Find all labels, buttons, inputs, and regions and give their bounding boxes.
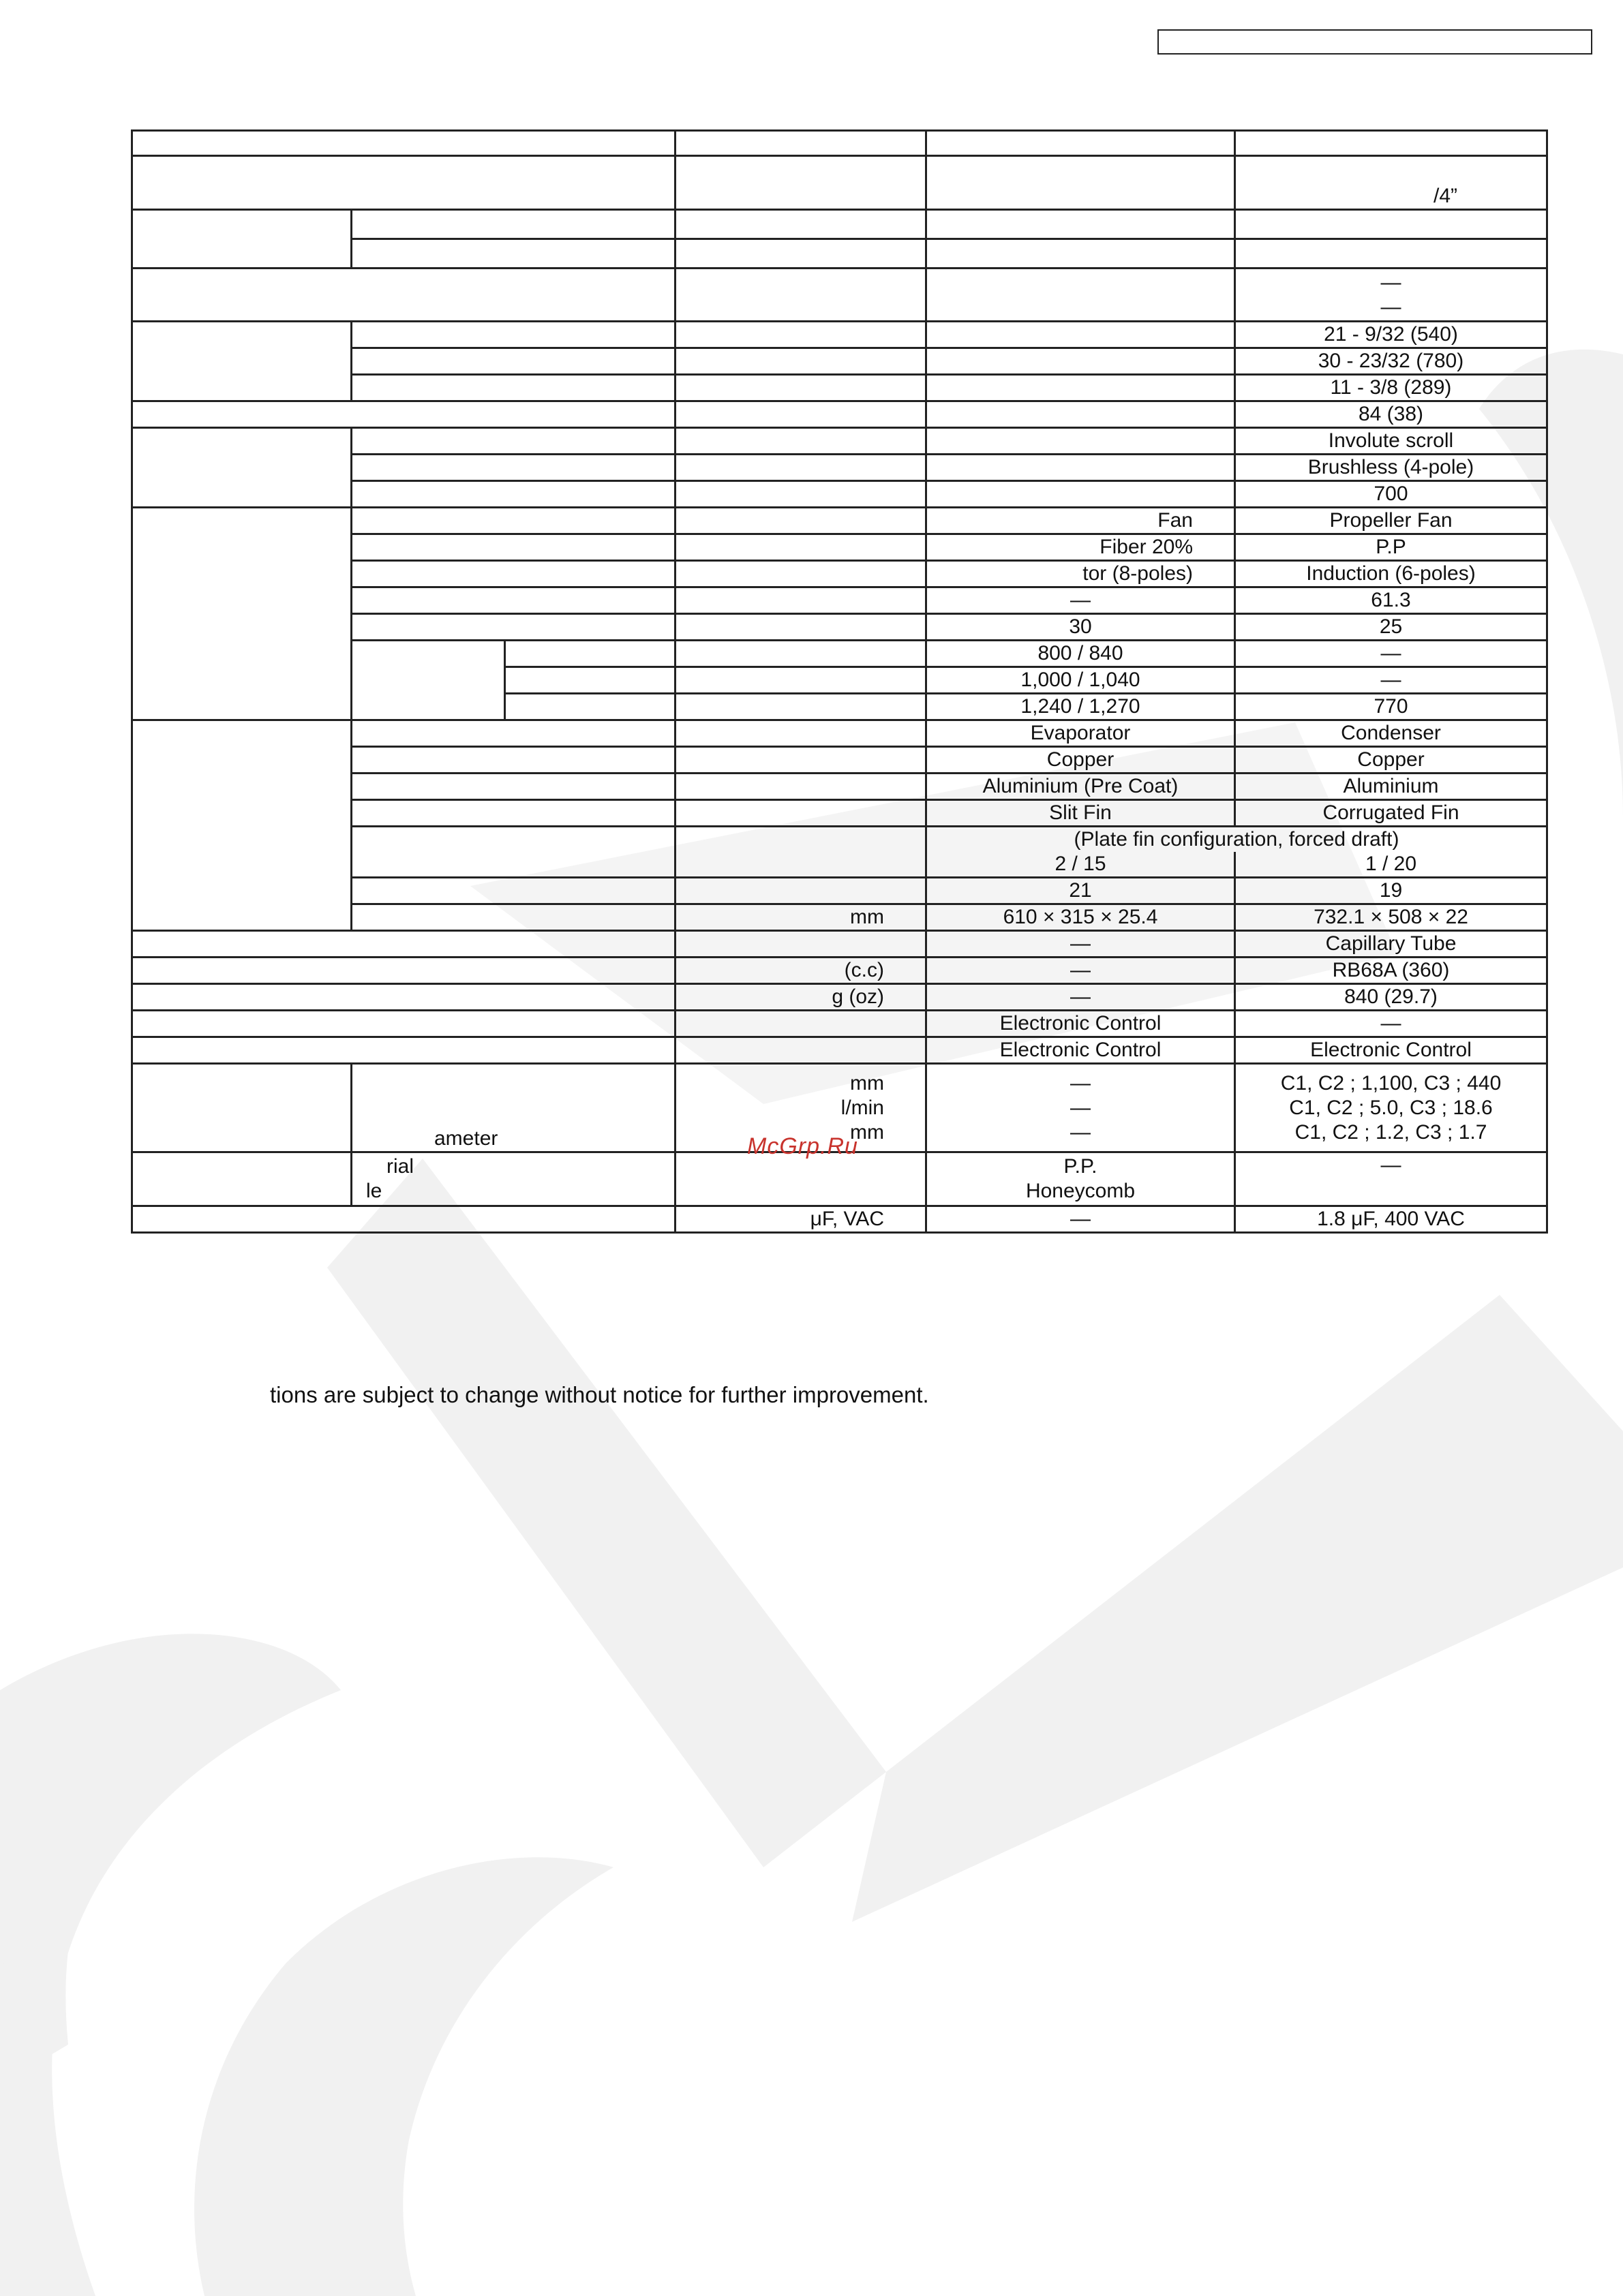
table-cell: — (926, 958, 1235, 984)
table-row (132, 1037, 1547, 1064)
table-row (132, 156, 1547, 210)
table-row (132, 322, 1547, 348)
table-cell: Capillary Tube (1235, 931, 1547, 958)
table-cell: — (926, 984, 1235, 1011)
table-cell: 21 (926, 878, 1235, 904)
footnote: tions are subject to change without notice for further improvement. (270, 1382, 929, 1407)
table-cell: 21 - 9/32 (540) (1235, 322, 1547, 348)
table-cell: 1 / 20 (1235, 852, 1547, 878)
table-cell: mm l/min mm (676, 1064, 926, 1152)
table-cell: Electronic Control (1235, 1037, 1547, 1064)
table-cell: 30 - 23/32 (780) (1235, 348, 1547, 375)
table-cell: Induction (6-poles) (1235, 561, 1547, 587)
table-cell: Aluminium (1235, 774, 1547, 800)
table-cell: 84 (38) (1235, 401, 1547, 428)
table-cell: Aluminium (Pre Coat) (926, 774, 1235, 800)
table-cell: — (1235, 1011, 1547, 1037)
table-cell: /4” (1235, 156, 1547, 210)
table-cell: 2 / 15 (926, 852, 1235, 878)
table-cell: 732.1 × 508 × 22 (1235, 904, 1547, 931)
table-cell: Involute scroll (1235, 428, 1547, 455)
table-cell: (Plate fin configuration, forced draft) (926, 827, 1547, 853)
table-cell: — — (1235, 269, 1547, 322)
table-cell: 11 - 3/8 (289) (1235, 375, 1547, 401)
table-row (132, 720, 1547, 747)
table-row (132, 269, 1547, 322)
table-cell: 1.8 μF, 400 VAC (1235, 1206, 1547, 1233)
table-row (132, 210, 1547, 239)
table-row (132, 1011, 1547, 1037)
table-cell: — (1235, 1152, 1547, 1206)
table-cell: 1,240 / 1,270 (926, 694, 1235, 720)
table-cell: 25 (1235, 614, 1547, 641)
table-cell: — (1235, 667, 1547, 694)
table-cell: tor (8-poles) (926, 561, 1235, 587)
table-cell: 1,000 / 1,040 (926, 667, 1235, 694)
table-cell: Electronic Control (926, 1011, 1235, 1037)
specification-table (131, 129, 1548, 1234)
table-cell: 610 × 315 × 25.4 (926, 904, 1235, 931)
header-reference-box (1157, 29, 1592, 55)
table-cell: — (926, 1206, 1235, 1233)
table-cell: Propeller Fan (1235, 508, 1547, 534)
table-cell: mm (676, 904, 926, 931)
table-cell: C1, C2 ; 1,100, C3 ; 440 C1, C2 ; 5.0, C3 ; 18.6 C1, C2 ; 1.2, C3 ; 1.7 (1235, 1064, 1547, 1152)
table-cell: 840 (29.7) (1235, 984, 1547, 1011)
table-cell: 19 (1235, 878, 1547, 904)
table-cell: Evaporator (926, 720, 1235, 747)
table-cell: — (1235, 641, 1547, 667)
site-watermark: McGrp.Ru (747, 1133, 858, 1159)
table-row (132, 1206, 1547, 1233)
table-row (132, 984, 1547, 1011)
table-cell: Slit Fin (926, 800, 1235, 827)
table-cell: Condenser (1235, 720, 1547, 747)
table-cell: 770 (1235, 694, 1547, 720)
table-cell: Copper (1235, 747, 1547, 774)
table-cell: P.P. Honeycomb (926, 1152, 1235, 1206)
table-cell: — — — (926, 1064, 1235, 1152)
table-cell: ameter (352, 1064, 676, 1152)
table-row (132, 131, 1547, 156)
table-row (132, 958, 1547, 984)
table-cell: Electronic Control (926, 1037, 1235, 1064)
table-cell: Copper (926, 747, 1235, 774)
table-cell: (c.c) (676, 958, 926, 984)
table-cell: — (926, 931, 1235, 958)
table-cell: 30 (926, 614, 1235, 641)
table-cell: Fiber 20% (926, 534, 1235, 561)
table-cell: 61.3 (1235, 587, 1547, 614)
table-row (132, 401, 1547, 428)
table-cell: Fan (926, 508, 1235, 534)
table-row (132, 508, 1547, 534)
table-cell: μF, VAC (676, 1206, 926, 1233)
table-cell: RB68A (360) (1235, 958, 1547, 984)
table-row (132, 931, 1547, 958)
table-row (132, 1152, 1547, 1206)
table-cell: P.P (1235, 534, 1547, 561)
table-cell: rial le (352, 1152, 676, 1206)
table-cell: — (926, 587, 1235, 614)
table-cell: g (oz) (676, 984, 926, 1011)
table-cell: Corrugated Fin (1235, 800, 1547, 827)
table-cell: Brushless (4-pole) (1235, 455, 1547, 481)
table-row (132, 428, 1547, 455)
table-cell: 700 (1235, 481, 1547, 508)
table-cell: 800 / 840 (926, 641, 1235, 667)
